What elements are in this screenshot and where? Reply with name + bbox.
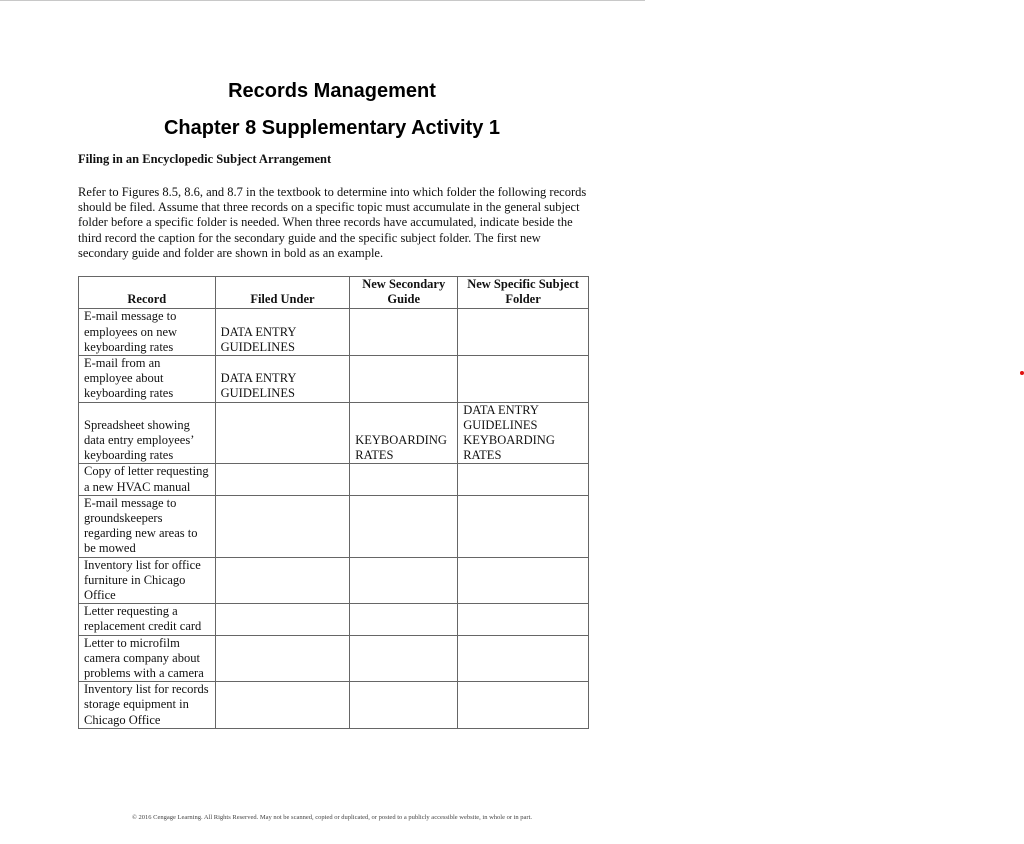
specific-folder-cell: DATA ENTRY GUIDELINES KEYBOARDING RATES <box>458 402 589 464</box>
specific-folder-cell <box>458 635 589 682</box>
chapter-title: Chapter 8 Supplementary Activity 1 <box>163 117 501 139</box>
secondary-guide-cell <box>350 495 458 557</box>
filed-under-cell: DATA ENTRY GUIDELINES <box>215 356 350 403</box>
records-table <box>78 276 589 729</box>
filed-under-cell <box>215 402 350 464</box>
header-specific-folder: New Specific Subject Folder <box>458 277 589 309</box>
secondary-guide-cell <box>350 604 458 635</box>
table-row <box>79 464 589 495</box>
record-cell: Copy of letter requesting a new HVAC manual <box>79 464 216 495</box>
header-filed-under: Filed Under <box>215 277 350 309</box>
table-row <box>79 635 589 682</box>
record-cell: E-mail from an employee about keyboarding rates <box>79 356 216 403</box>
table-row <box>79 604 589 635</box>
secondary-guide-cell <box>350 635 458 682</box>
specific-folder-cell <box>458 309 589 356</box>
secondary-guide-cell <box>350 557 458 604</box>
instructions-paragraph: Refer to Figures 8.5, 8.6, and 8.7 in the textbook to determine into which folder the following records should be filed. Assume that three records on a specific topic must accumulate in the general subject folder before a specific folder is needed. When three records have accumulated, indicate beside the third record the caption for the secondary guide and the specific subject folder. The first new secondary guide and folder are shown in bold as an example. <box>78 185 587 260</box>
header-secondary-guide: New Secondary Guide <box>350 277 458 309</box>
table-row <box>79 356 589 403</box>
secondary-guide-cell <box>350 356 458 403</box>
red-marker-dot <box>1020 371 1024 375</box>
secondary-guide-cell <box>350 309 458 356</box>
table-row <box>79 402 589 464</box>
record-cell: Inventory list for records storage equipment in Chicago Office <box>79 682 216 729</box>
filed-under-cell <box>215 635 350 682</box>
table-row <box>79 557 589 604</box>
record-cell: Spreadsheet showing data entry employees’ keyboarding rates <box>79 402 216 464</box>
copyright-footer: © 2016 Cengage Learning. All Rights Reserved. May not be scanned, copied or duplicated, or posted to a publicly accessible website, in whole or in part. <box>131 814 533 821</box>
record-cell: Letter to microfilm camera company about problems with a camera <box>79 635 216 682</box>
record-cell: Letter requesting a replacement credit card <box>79 604 216 635</box>
filed-under-cell <box>215 495 350 557</box>
table-row <box>79 682 589 729</box>
specific-folder-cell <box>458 464 589 495</box>
top-divider <box>0 0 645 1</box>
specific-folder-cell <box>458 495 589 557</box>
filed-under-cell: DATA ENTRY GUIDELINES <box>215 309 350 356</box>
specific-folder-cell <box>458 557 589 604</box>
header-record: Record <box>79 277 216 309</box>
specific-folder-cell <box>458 682 589 729</box>
specific-folder-cell <box>458 356 589 403</box>
record-cell: E-mail message to groundskeepers regarding new areas to be mowed <box>79 495 216 557</box>
specific-folder-cell <box>458 604 589 635</box>
record-cell: E-mail message to employees on new keyboarding rates <box>79 309 216 356</box>
activity-subtitle: Filing in an Encyclopedic Subject Arrangement <box>78 152 332 166</box>
record-cell: Inventory list for office furniture in Chicago Office <box>79 557 216 604</box>
filed-under-cell <box>215 557 350 604</box>
table-row <box>79 495 589 557</box>
document-title: Records Management <box>228 80 436 102</box>
secondary-guide-cell <box>350 464 458 495</box>
table-row <box>79 309 589 356</box>
table-header-row <box>79 277 589 309</box>
filed-under-cell <box>215 464 350 495</box>
filed-under-cell <box>215 604 350 635</box>
filed-under-cell <box>215 682 350 729</box>
secondary-guide-cell: KEYBOARDING RATES <box>350 402 458 464</box>
secondary-guide-cell <box>350 682 458 729</box>
